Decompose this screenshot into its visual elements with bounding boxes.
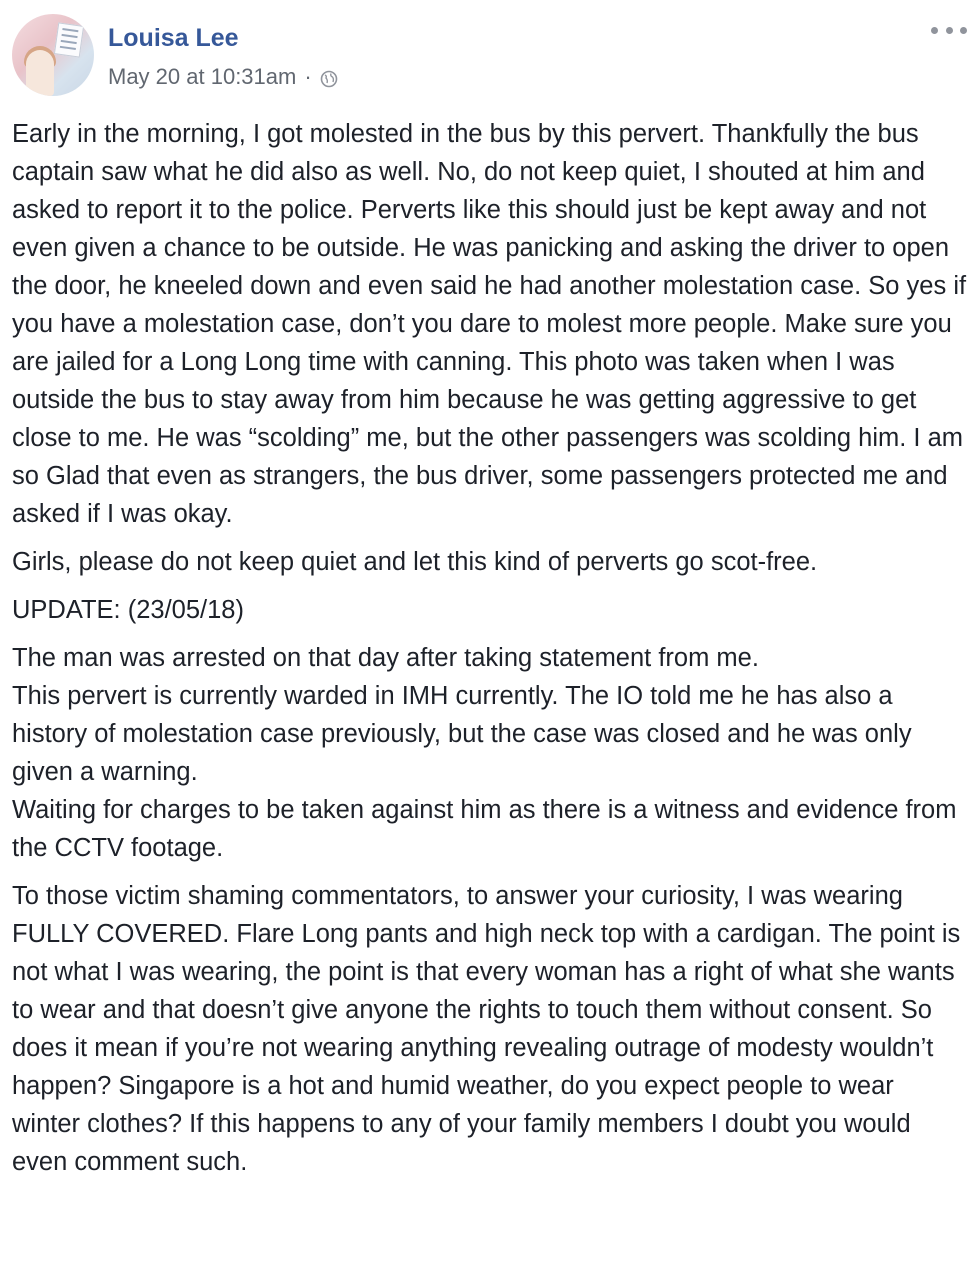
- post-meta: [108, 64, 338, 90]
- post-body: [12, 115, 967, 1191]
- avatar-card-graphic: [54, 22, 84, 57]
- avatar-person-graphic: [26, 50, 54, 96]
- globe-icon[interactable]: [320, 68, 338, 86]
- post-timestamp[interactable]: May 20 at 10:31am: [108, 64, 297, 89]
- more-options-icon[interactable]: [931, 20, 967, 40]
- more-dot: [946, 27, 953, 34]
- meta-separator: ·: [304, 64, 312, 89]
- post-header: [12, 14, 967, 104]
- post-paragraph: The man was arrested on that day after taking statement from me. This pervert is currently warded in IMH currently. The IO told me he has also a history of molestation case previously, but the case was closed and he was only given a warning. Waiting for charges to be taken against him as there is a witness and evidence from the CCTV footage.: [12, 644, 957, 862]
- more-dot: [960, 27, 967, 34]
- post-paragraph: To those victim shaming commentators, to answer your curiosity, I was wearing FULLY COVERED. Flare Long pants and high neck top with a cardigan. The point is not what I was wearing, the point is that every woman has a right of what she wants to wear and that doesn’t give anyone the rights to touch them without consent. So does it mean if you’re not wearing anything revealing outrage of modesty wouldn’t happen? Singapore is a hot and humid weather, do you expect people to wear winter clothes? If this happens to any of your family members I doubt you would even comment such.: [12, 882, 961, 1176]
- more-dot: [931, 27, 938, 34]
- avatar[interactable]: [12, 14, 94, 96]
- post-paragraph: Girls, please do not keep quiet and let this kind of perverts go scot-free.: [12, 548, 818, 576]
- post-paragraph: UPDATE: (23/05/18): [12, 596, 244, 624]
- post-paragraph: Early in the morning, I got molested in the bus by this pervert. Thankfully the bus captain saw what he did also as well. No, do not keep quiet, I shouted at him and asked to report it to the police. Perverts like this should just be kept away and not even given a chance to be outside. He was panicking and asking the driver to open the door, he kneeled down and even said he had another molestation case. So yes if you have a molestation case, don’t you dare to molest more people. Make sure you are jailed for a Long Long time with canning. This photo was taken when I was outside the bus to stay away from him because he was getting aggressive to get close to me. He was “scolding” me, but the other passengers was scolding him. I am so Glad that even as strangers, the bus driver, some passengers protected me and asked if I was okay.: [12, 120, 967, 528]
- author-name-link[interactable]: Louisa Lee: [108, 24, 239, 52]
